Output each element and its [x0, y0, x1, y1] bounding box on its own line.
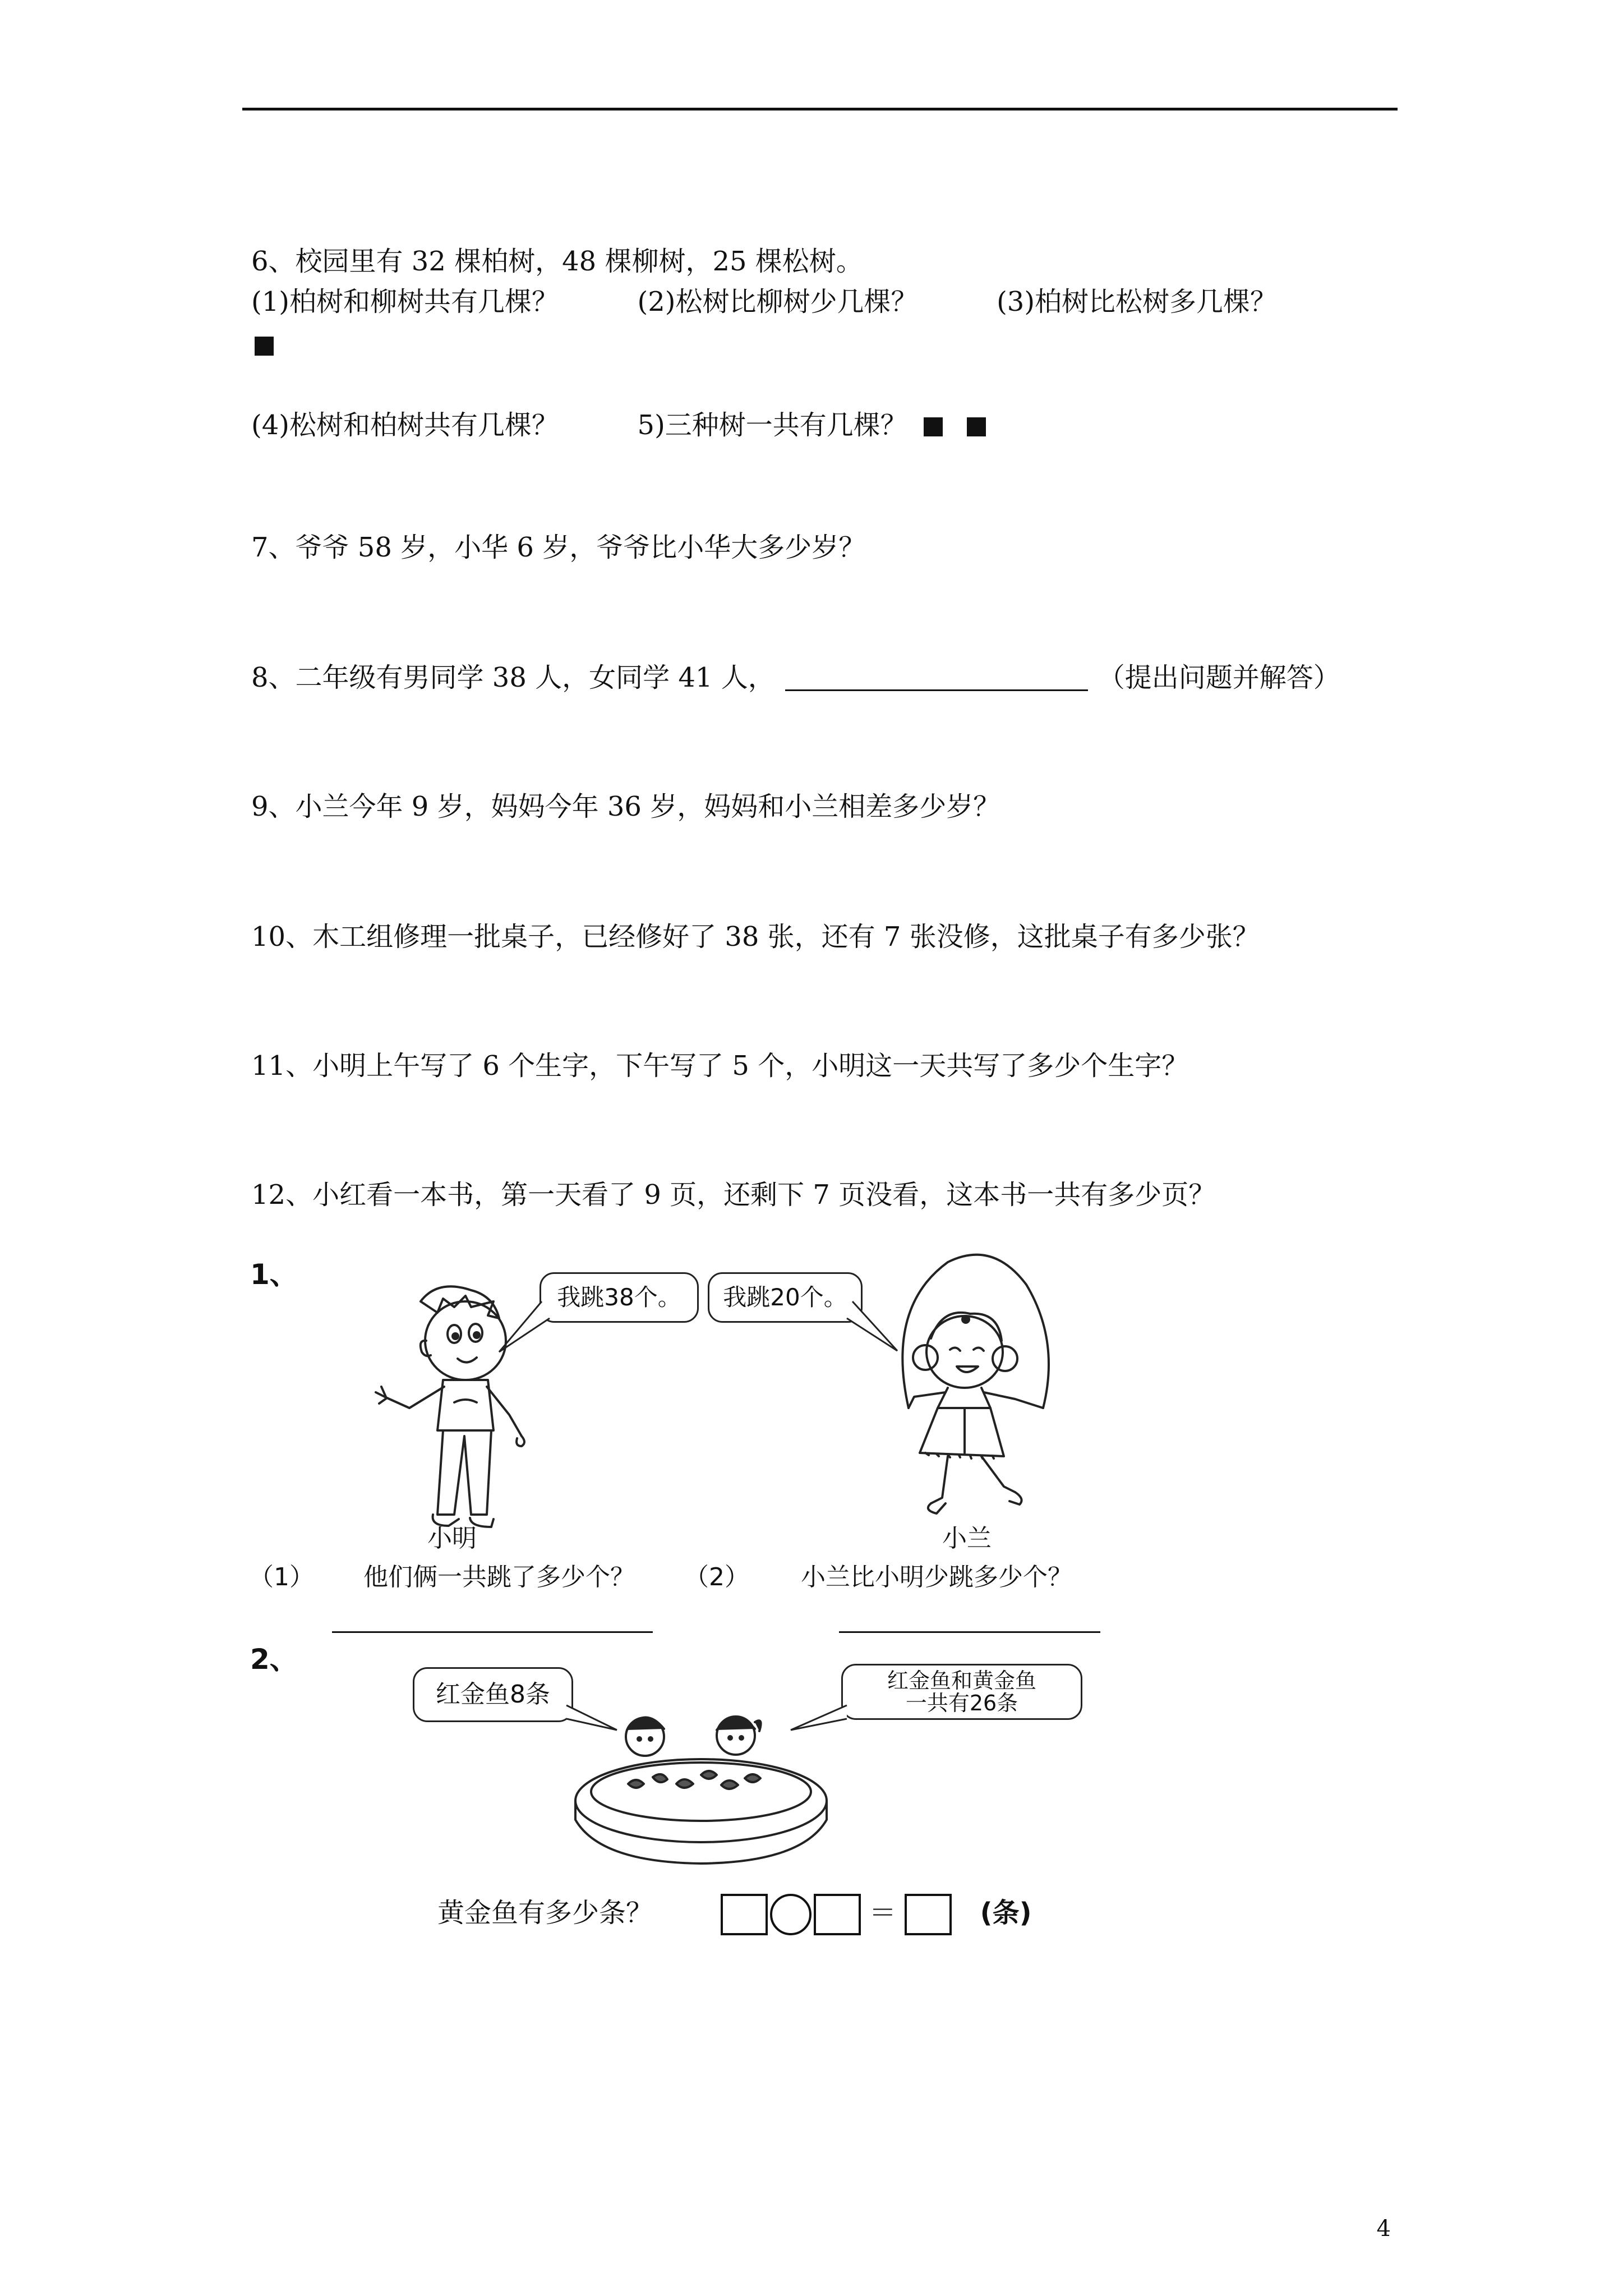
q6-sub3: (3)柏树比松树多几棵？: [997, 286, 1278, 318]
q8-answer-blank[interactable]: [785, 665, 1088, 691]
q6-subquestions-row1: [251, 285, 1277, 319]
q6-sub1: (1)柏树和柳树共有几棵？: [251, 286, 559, 318]
section2-number: 2、: [250, 1643, 298, 1676]
equation-box-2[interactable]: [814, 1894, 861, 1935]
bubble-red-goldfish: 红金鱼8条: [413, 1667, 573, 1722]
name-xiaolan: 小兰: [942, 1524, 992, 1553]
girl-illustration: [875, 1240, 1077, 1543]
q7: 7、爷爷 58 岁，小华 6 岁，爷爷比小华大多少岁？: [251, 532, 866, 563]
q8-text: 8、二年级有男同学 38 人，女同学 41 人，: [251, 662, 775, 693]
section2-question: 黄金鱼有多少条？: [437, 1897, 653, 1929]
section1-questions: [249, 1561, 1072, 1594]
unit-label: (条): [980, 1897, 1032, 1929]
q8-suffix: （提出问题并解答）: [1098, 662, 1340, 693]
q6-marker-row: [247, 328, 282, 361]
header-rule: [242, 108, 1398, 111]
q9: 9、小兰今年 9 岁，妈妈今年 36 岁，妈妈和小兰相差多少岁？: [251, 791, 1000, 822]
black-square-icon: [924, 417, 943, 436]
section2-equation-row: [437, 1890, 1032, 1935]
black-square-icon: [967, 417, 986, 436]
q6-sub2: (2)松树比柳树少几棵？: [637, 286, 918, 318]
section1-answer-line-1[interactable]: [332, 1631, 653, 1633]
q10: 10、木工组修理一批桌子，已经修好了 38 张，还有 7 张没修，这批桌子有多少张？: [251, 921, 1260, 953]
section1-p1-text: 他们俩一共跳了多少个？: [363, 1563, 635, 1591]
black-square-icon: [255, 337, 274, 356]
q6-subquestions-row2: [251, 408, 994, 442]
q11: 11、小明上午写了 6 个生字，下午写了 5 个，小明这一天共写了多少个生字？: [251, 1050, 1189, 1082]
section1-number: 1、: [250, 1258, 298, 1291]
section1-p2-text: 小兰比小明少跳多少个？: [801, 1563, 1072, 1591]
section1-p1-number: （1）: [249, 1563, 314, 1591]
section1-p2-number: （2）: [684, 1563, 749, 1591]
boy-illustration: [359, 1268, 538, 1543]
equals-sign: ＝: [869, 1897, 896, 1929]
fish-pond-illustration: [566, 1700, 836, 1879]
bubble-xiaolan: 我跳20个。: [708, 1272, 863, 1323]
bubble-total-goldfish: 红金鱼和黄金鱼一共有26条: [841, 1664, 1082, 1720]
page-number: 4: [1376, 2216, 1391, 2242]
bubble-xiaoming: 我跳38个。: [540, 1272, 699, 1323]
q6-sub4: (4)松树和柏树共有几棵？: [251, 409, 559, 441]
equation-box-result[interactable]: [905, 1894, 952, 1935]
q8: [251, 661, 1340, 694]
name-xiaoming: 小明: [427, 1524, 477, 1553]
q6-stem: 6、校园里有 32 棵柏树，48 棵柳树，25 棵松树。: [251, 246, 863, 277]
section1-answer-line-2[interactable]: [839, 1631, 1100, 1633]
equation-operator-circle[interactable]: [770, 1894, 811, 1935]
q6-sub5: 5)三种树一共有几棵？: [637, 409, 907, 441]
q12: 12、小红看一本书，第一天看了 9 页，还剩下 7 页没看，这本书一共有多少页？: [251, 1179, 1216, 1211]
equation-box-1[interactable]: [721, 1894, 768, 1935]
